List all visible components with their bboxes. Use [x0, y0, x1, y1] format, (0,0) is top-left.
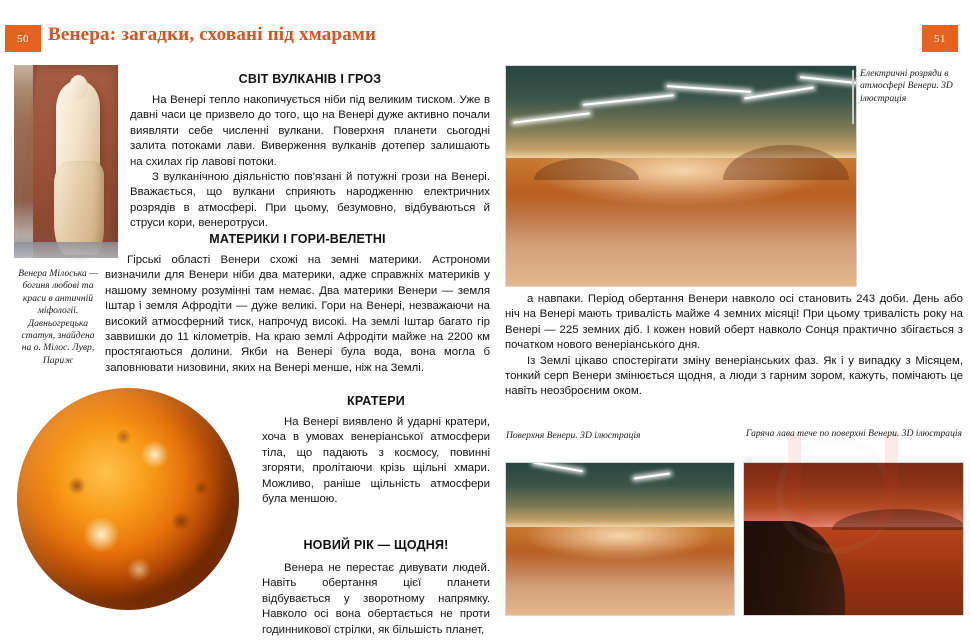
section-heading: НОВИЙ РІК — ЩОДНЯ! — [303, 538, 449, 552]
statue-base — [14, 242, 118, 258]
paragraph: На Венері тепло накопичується ніби під великим тиском. Уже в давні часи це призвело до того, що на Венері дуже активно почали виявляти себе численні вулкани. Поверхня планети сьогодні залита потоками лави. Виверження вулканів дотепер залишають на схилах гір лавові потоки. — [130, 94, 490, 168]
side-caption — [860, 68, 964, 105]
paragraph: На Венері виявлено й ударні кратери, хоча в умовах венеріанської атмосфери тіла, що падають з космосу, повинні згоряти, пролітаючи крізь щільні хмари. Можливо, раніше щільність атмосфери була меншою. — [262, 416, 490, 506]
section-heading: СВІТ ВУЛКАНІВ І ГРОЗ — [238, 72, 382, 86]
right-column-text — [505, 292, 963, 400]
section-new-year — [262, 538, 490, 638]
lightning-illustration — [505, 65, 857, 287]
section-craters — [262, 394, 490, 507]
section-heading: МАТЕРИКИ І ГОРИ-ВЕЛЕТНІ — [209, 232, 386, 246]
caption-bottom-right: Гаряча лава тече по поверхні Венери. 3D ілюстрація — [745, 428, 962, 439]
mist-layer — [506, 551, 734, 615]
section-heading: КРАТЕРИ — [347, 394, 405, 408]
section-continents — [105, 232, 490, 376]
chapter-title: Венера: загадки, сховані під хмарами — [48, 24, 377, 45]
mist-layer — [506, 194, 856, 286]
paragraph: Гірські області Венери схожі на земні материки. Астрономи визначили для Венери ніби два материки, адже справжніх материків у нашому земному розумінні там немає. Два материки Венери — земля Іштар і земля Афродіти — дуже великі. Гори на Венері, незважаючи на високий атмосферний тиск, напрочуд високі. На землі Іштар багато гір заввишки до 11 кілометрів. На краю землі Афродіти майже на 2200 км простягаються долини. Якби на Венері була вода, вона могла б заповнювати низовини, яких на Венері менше, ніж на Землі. — [105, 254, 490, 374]
venus-surface-illustration — [505, 462, 735, 616]
paragraph: Венера не перестає дивувати людей. Навіть обертання цієї планети відбувається у зворотному напрямку. Навколо осі вона обертається не проти годинникової стрілки, як більшість планет, — [262, 562, 490, 636]
venus-planet-image — [17, 388, 239, 610]
venus-de-milo-photo — [14, 65, 118, 258]
paragraph: З вулканічною діяльністю пов'язані й потужні грози на Венері. Вважається, що вулкани сприяють народженню електричних розрядів в атмосфері. При цьому, безумовно, відбуваються й струси кори, венеротруси. — [130, 171, 490, 230]
lava-flow-illustration — [743, 462, 964, 616]
paragraph: Із Землі цікаво спостерігати зміну венеріанських фаз. Як і у випадку з Місяцем, тонкий серп Венери змінюється щодня, а люди з гарним зором, кажуть, помічають це навіть неозброєним оком. — [505, 354, 963, 398]
page-number-left: 50 — [5, 25, 41, 52]
section-volcanoes — [130, 72, 490, 232]
statue-drapery — [54, 161, 104, 255]
paragraph: а навпаки. Період обертання Венери навколо осі становить 243 доби. День або ніч на Венері мають тривалість майже 4 земних місяці! При цьому тривалість року на Венері — 225 земних діб. І кожен новий оберт навколо Сонця практично збігається з початком нового венеріанського дня. — [505, 293, 963, 352]
statue-caption: Венера Мілоська — богиня любові та краси в античній міфології. Давньогрецька статуя, знайдена на о. Мілос. Лувр, Париж — [18, 268, 98, 366]
caption-rule — [852, 70, 854, 124]
page-number-right: 51 — [922, 25, 958, 52]
statue-head — [69, 75, 88, 100]
statue-pillar — [14, 65, 33, 258]
caption-bottom-left: Поверхня Венери. 3D ілюстрація — [506, 430, 641, 441]
side-caption-text: Електричні розряди в атмосфері Венери. 3D ілюстрація — [860, 68, 953, 104]
page-header — [0, 25, 970, 53]
